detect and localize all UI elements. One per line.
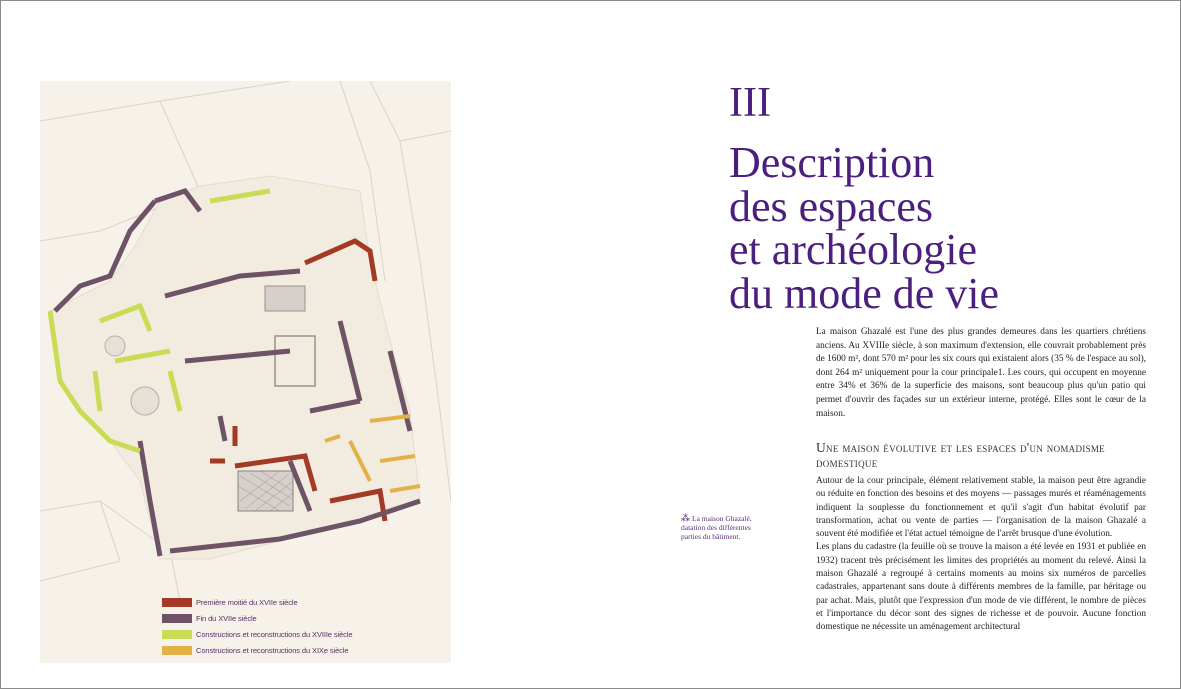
legend-item: [162, 627, 352, 642]
plan-legend: [162, 595, 352, 659]
legend-item: [162, 595, 352, 610]
intro-paragraph: La maison Ghazalé est l'une des plus grandes demeures dans les quartiers chrétiens anciens. Au XVIIIe siècle, à son maximum d'extension, elle couvrait probablement près de 1600 m², dont 570 m² pour les six cours qui existaient alors (35 % de l'espace au sol), dont 264 m² uniquement pour la cour principale1. Les cours, qui occupent en moyenne entre 34% et 36% de la superficie des maisons, sont beaucoup plus qu'un patio qui permet d'ouvrir des façades sur un extérieur interne, protégé. Elles sont le cœur de la maison.: [816, 327, 1146, 419]
chapter-title-line: Description: [729, 138, 935, 187]
chapter-title-line: des espaces: [729, 181, 934, 231]
chapter-number: III: [729, 80, 771, 126]
chapter-title-line: et archéologie: [729, 225, 977, 274]
section-body: [816, 475, 1146, 635]
legend-swatch-ochre: [162, 646, 192, 655]
chapter-title: [729, 138, 1049, 318]
legend-label: Constructions et reconstructions du XIXe siècle: [196, 646, 349, 655]
legend-label: Constructions et reconstructions du XVIIIe siècle: [196, 630, 353, 639]
body-paragraph: Les plans du cadastre (la feuille où se trouve la maison a été levée en 1931 et publiée en 1932) tracent très précisément les limites des propriétés au moment du relevé. Ainsi la maison Ghazalé a regroupé à certains moments au moins six numéros de parcelles cadastrales, appartenant sans doute à différents membres de la famille, par héritage ou par achat. Mais, plutôt que l'expression d'un mode de vie différent, le nombre de pièces et l'importance du décor sont des signes de richesse et de pouvoir. Aucune fonction domestique ne nécessite un aménagement architectural: [816, 542, 1146, 633]
caption-text: La maison Ghazalé, datation des différentes parties du bâtiment.: [681, 514, 752, 541]
figure-caption: [681, 514, 761, 541]
legend-label: Première moitié du XVIIe siècle: [196, 598, 298, 607]
legend-swatch-mauve: [162, 614, 192, 623]
legend-item: [162, 643, 352, 658]
body-paragraph: Autour de la cour principale, élément relativement stable, la maison peut être agrandie ou réduite en fonction des besoins et des moyens — passages murés et réaménagements indiquent la souplesse du fonctionnement et qu'il s'agit d'un habitat évolutif par transformation, achat ou vente de parties — l'organisation de la maison Ghazalé a souvent été modifiée et l'état actuel témoigne de l'arrêt brusque d'une évolution.: [816, 476, 1146, 540]
plan-marker-icon: ⁂: [681, 513, 690, 523]
legend-label: Fin du XVIIe siècle: [196, 614, 257, 623]
section-heading: Une maison évolutive et les espaces d'un nomadisme domestique: [816, 440, 1105, 470]
intro-paragraph-block: [816, 326, 1146, 421]
chapter-title-line: du mode de vie: [729, 268, 1000, 318]
legend-swatch-lime: [162, 630, 192, 639]
floor-plan: [40, 81, 451, 663]
floor-plan-drawing: [40, 81, 451, 663]
legend-swatch-dark-red: [162, 598, 192, 607]
legend-item: [162, 611, 352, 626]
